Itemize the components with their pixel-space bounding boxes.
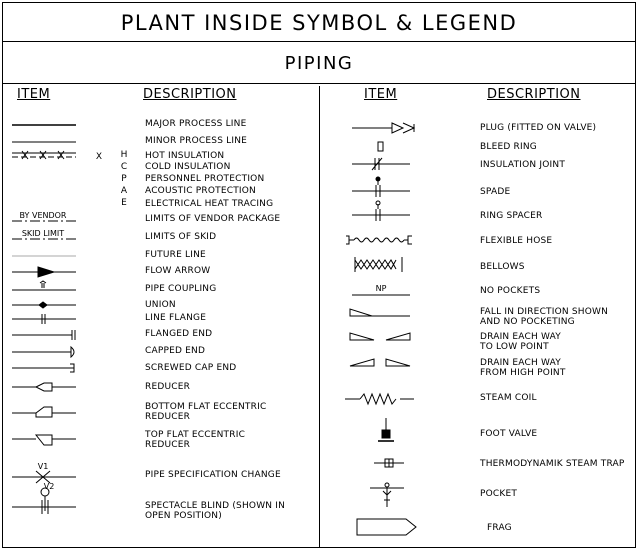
steam-trap-symbol — [374, 459, 404, 467]
code-c: C — [120, 162, 128, 172]
desc-hot-insulation: HOT INSULATION — [145, 151, 225, 161]
ring-spacer-symbol — [352, 201, 410, 221]
desc-plug: PLUG (FITTED ON VALVE) — [480, 123, 597, 133]
bottom-flat-reducer-symbol — [12, 407, 76, 417]
desc-foot-valve: FOOT VALVE — [480, 429, 538, 439]
union-symbol — [12, 302, 76, 308]
desc-spectacle-blind: SPECTACLE BLIND (SHOWN IN OPEN POSITION) — [145, 501, 286, 521]
desc-acoustic-protection: ACOUSTIC PROTECTION — [145, 186, 256, 196]
screwed-cap-end-symbol — [12, 364, 74, 372]
left-item-header: ITEM — [17, 87, 51, 102]
desc-electrical-heat-tracing: ELECTRICAL HEAT TRACING — [145, 199, 274, 209]
left-description-header: DESCRIPTION — [143, 87, 237, 102]
desc-future-line: FUTURE LINE — [145, 250, 206, 260]
desc-pipe-specification-change: PIPE SPECIFICATION CHANGE — [145, 470, 281, 480]
skid-label: SKID LIMIT — [21, 229, 65, 238]
spectacle-blind-symbol — [12, 488, 76, 514]
desc-flow-arrow: FLOW ARROW — [145, 266, 211, 276]
frag-symbol — [357, 519, 416, 535]
desc-spade: SPADE — [480, 187, 511, 197]
desc-capped-end: CAPPED END — [145, 346, 206, 356]
desc-frag: FRAG — [487, 523, 512, 533]
desc-pocket: POCKET — [480, 489, 518, 499]
right-item-header: ITEM — [364, 87, 398, 102]
sheet-title: PLANT INSIDE SYMBOL & LEGEND — [120, 11, 518, 35]
code-e: E — [121, 198, 127, 208]
top-flat-reducer-symbol — [12, 435, 76, 445]
desc-fall-in-direction: FALL IN DIRECTION SHOWN AND NO POCKETING — [480, 307, 609, 327]
desc-ring-spacer: RING SPACER — [480, 211, 543, 221]
bellows-symbol — [355, 257, 402, 272]
drain-high-point-symbol — [350, 359, 410, 366]
desc-steam-trap: THERMODYNAMIK STEAM TRAP — [480, 459, 625, 469]
capped-end-symbol — [12, 347, 74, 357]
vendor-label: BY VENDOR — [19, 211, 67, 220]
code-a: A — [120, 186, 128, 196]
code-h: H — [120, 150, 128, 160]
desc-personnel-protection: PERSONNEL PROTECTION — [145, 174, 265, 184]
desc-drain-from-high-point: DRAIN EACH WAY FROM HIGH POINT — [480, 358, 566, 378]
desc-insulation-joint: INSULATION JOINT — [480, 160, 566, 170]
insulation-joint-symbol — [352, 158, 410, 170]
desc-steam-coil: STEAM COIL — [480, 393, 537, 403]
desc-bleed-ring: BLEED RING — [480, 142, 537, 152]
flexible-hose-symbol — [346, 236, 412, 244]
desc-bottom-flat-eccentric-reducer: BOTTOM FLAT ECCENTRIC REDUCER — [145, 402, 267, 422]
desc-top-flat-eccentric-reducer: TOP FLAT ECCENTRIC REDUCER — [145, 430, 246, 450]
plug-symbol — [352, 123, 414, 133]
fall-direction-symbol — [350, 309, 410, 316]
desc-no-pockets: NO POCKETS — [480, 286, 541, 296]
desc-major-process-line: MAJOR PROCESS LINE — [145, 119, 247, 129]
right-description-header: DESCRIPTION — [487, 87, 581, 102]
desc-bellows: BELLOWS — [480, 262, 525, 272]
desc-drain-to-low-point: DRAIN EACH WAY TO LOW POINT — [480, 332, 561, 352]
desc-minor-process-line: MINOR PROCESS LINE — [145, 136, 248, 146]
steam-coil-symbol — [345, 394, 414, 404]
flanged-end-symbol — [12, 330, 75, 340]
foot-valve-symbol — [378, 418, 394, 441]
desc-limits-of-skid: LIMITS OF SKID — [145, 232, 217, 242]
drain-low-point-symbol — [350, 333, 410, 340]
desc-flanged-end: FLANGED END — [145, 329, 213, 339]
reducer-symbol — [12, 383, 76, 391]
v1-label: V1 — [37, 462, 49, 471]
code-x: X — [95, 152, 103, 162]
spade-symbol — [352, 177, 410, 197]
desc-screwed-cap-end: SCREWED CAP END — [145, 363, 237, 373]
pocket-symbol — [370, 483, 404, 507]
desc-limits-vendor-package: LIMITS OF VENDOR PACKAGE — [145, 214, 281, 224]
section-title: PIPING — [284, 53, 354, 74]
insulation-line-symbol — [12, 151, 76, 159]
desc-flexible-hose: FLEXIBLE HOSE — [480, 236, 553, 246]
pipe-coupling-symbol — [12, 281, 76, 290]
code-p: P — [121, 174, 127, 184]
bleed-ring-symbol — [378, 142, 383, 151]
desc-line-flange: LINE FLANGE — [145, 313, 207, 323]
flow-arrow-symbol — [12, 267, 76, 277]
desc-reducer: REDUCER — [145, 382, 191, 392]
desc-pipe-coupling: PIPE COUPLING — [145, 284, 217, 294]
np-label: NP — [375, 284, 387, 293]
line-flange-symbol — [12, 314, 76, 324]
desc-union: UNION — [145, 300, 176, 310]
v2-label: V2 — [43, 482, 55, 491]
desc-cold-insulation: COLD INSULATION — [145, 162, 231, 172]
